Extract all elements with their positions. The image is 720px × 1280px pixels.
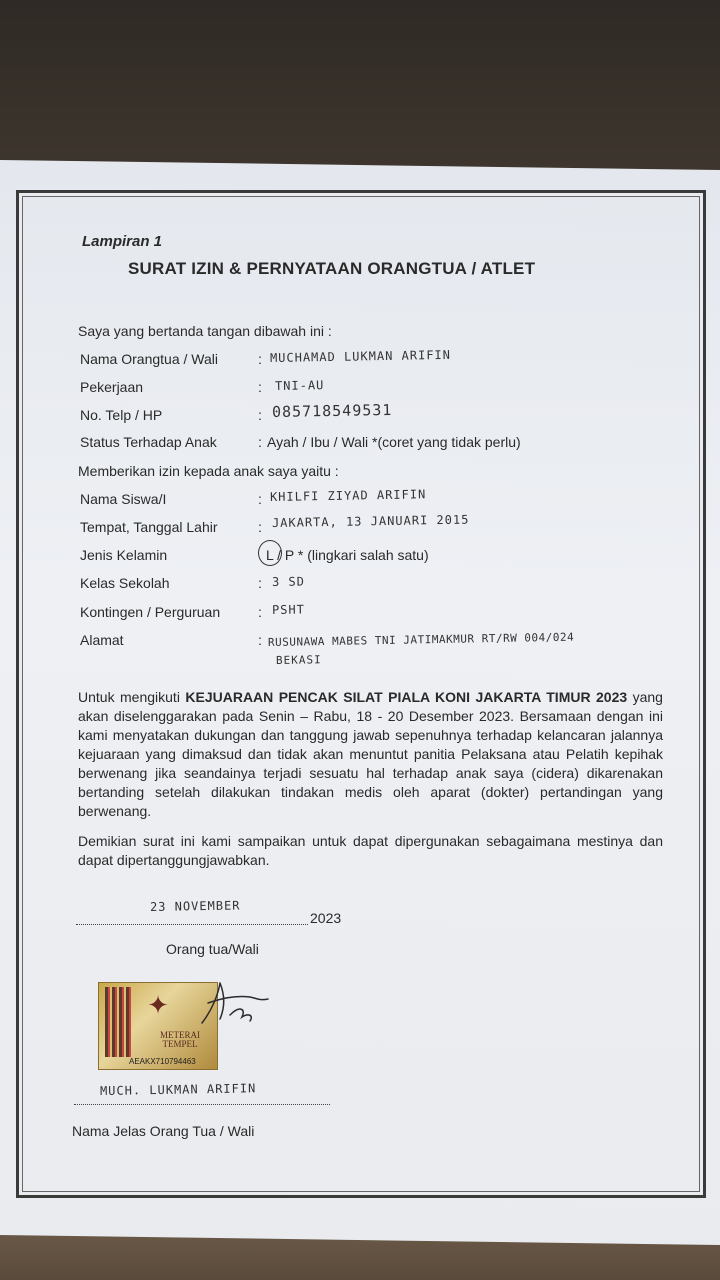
field-value-status: Ayah / Ibu / Wali *(coret yang tidak perlu) xyxy=(267,434,521,450)
field-label-student-name: Nama Siswa/I xyxy=(80,491,167,507)
field-label-contingent: Kontingen / Perguruan xyxy=(80,604,221,620)
date-dotted-line xyxy=(76,924,308,925)
name-dotted-line xyxy=(74,1104,330,1105)
statement-body: yang akan diselenggarakan pada Senin – Rabu, 18 - 20 Desember 2023. Bersamaan dengan ini kami menyatakan dukungan dan tanggung jawab sepenuhnya terhadap kelancaran jalannya kejuaraan yang dimaksud dan tidak akan menuntut panitia Pelaksana atau Pelatih kepihak berwenang jika seandainya terjadi sesuatu hal terhadap anak saya (cidera) dikarenakan bertanding setelah dilakukan tindakan medis oleh aparat (dokter) pertandingan yang berwenang. xyxy=(78,689,663,819)
field-label-class: Kelas Sekolah xyxy=(80,575,170,591)
statement-paragraph xyxy=(78,688,663,821)
document-title: SURAT IZIN & PERNYATAAN ORANGTUA / ATLET xyxy=(128,259,536,278)
field-value-occupation: TNI-AU xyxy=(274,378,325,393)
field-label-parent-name: Nama Orangtua / Wali xyxy=(80,351,218,367)
field-value-student-name: KHILFI ZIYAD ARIFIN xyxy=(269,487,427,504)
field-colon: : xyxy=(258,519,262,535)
field-label-birth: Tempat, Tanggal Lahir xyxy=(80,519,218,535)
signer-name-handwritten: MUCH. LUKMAN ARIFIN xyxy=(99,1081,257,1098)
event-name: KEJUARAAN PENCAK SILAT PIALA KONI JAKARTA TIMUR 2023 xyxy=(185,689,628,705)
field-colon: : xyxy=(258,491,262,507)
field-value-parent-name: MUCHAMAD LUKMAN ARIFIN xyxy=(269,347,452,365)
field-label-status: Status Terhadap Anak xyxy=(80,434,217,450)
field-label-gender: Jenis Kelamin xyxy=(80,547,168,563)
field-value-gender: L / P * (lingkari salah satu) xyxy=(266,547,429,563)
field-colon: : xyxy=(258,379,262,395)
field-label-occupation: Pekerjaan xyxy=(80,379,144,395)
field-label-address: Alamat xyxy=(80,632,124,648)
signer-role: Orang tua/Wali xyxy=(166,941,259,957)
field-label-phone: No. Telp / HP xyxy=(80,407,163,423)
field-value-contingent: PSHT xyxy=(271,602,306,617)
field-value-address: RUSUNAWA MABES TNI JATIMAKMUR RT/RW 004/024 xyxy=(267,630,575,649)
field-colon: : xyxy=(258,407,262,423)
date-year: 2023 xyxy=(310,910,342,926)
field-colon: : xyxy=(258,351,262,367)
closing-paragraph: Demikian surat ini kami sampaikan untuk dapat dipergunakan sebagaimana mestinya dan dapat dipertanggungjawabkan. xyxy=(78,833,663,868)
intro-text: Saya yang bertanda tangan dibawah ini : xyxy=(78,323,332,339)
field-colon: : xyxy=(258,434,262,450)
handwritten-signature xyxy=(190,975,280,1035)
stamp-serial: AEAKX710794463 xyxy=(129,1057,196,1066)
field-value-birth: JAKARTA, 13 JANUARI 2015 xyxy=(271,512,470,530)
statement-prefix: Untuk mengikuti xyxy=(78,689,186,705)
field-colon: : xyxy=(258,575,262,591)
lampiran-label: Lampiran 1 xyxy=(82,233,163,250)
field-value-address-city: BEKASI xyxy=(275,653,322,667)
date-handwritten: 23 NOVEMBER xyxy=(149,898,241,914)
field-colon: : xyxy=(258,632,262,648)
field-value-phone: 085718549531 xyxy=(271,400,393,421)
stamp-security-strip xyxy=(105,987,131,1057)
field-value-class: 3 SD xyxy=(271,574,306,589)
garuda-emblem-icon: ✦ xyxy=(147,990,169,1020)
stamp-label: METERAI TEMPEL xyxy=(160,1030,200,1049)
name-caption: Nama Jelas Orang Tua / Wali xyxy=(72,1123,255,1139)
field-colon: : xyxy=(258,604,262,620)
child-intro-text: Memberikan izin kepada anak saya yaitu : xyxy=(78,463,339,479)
